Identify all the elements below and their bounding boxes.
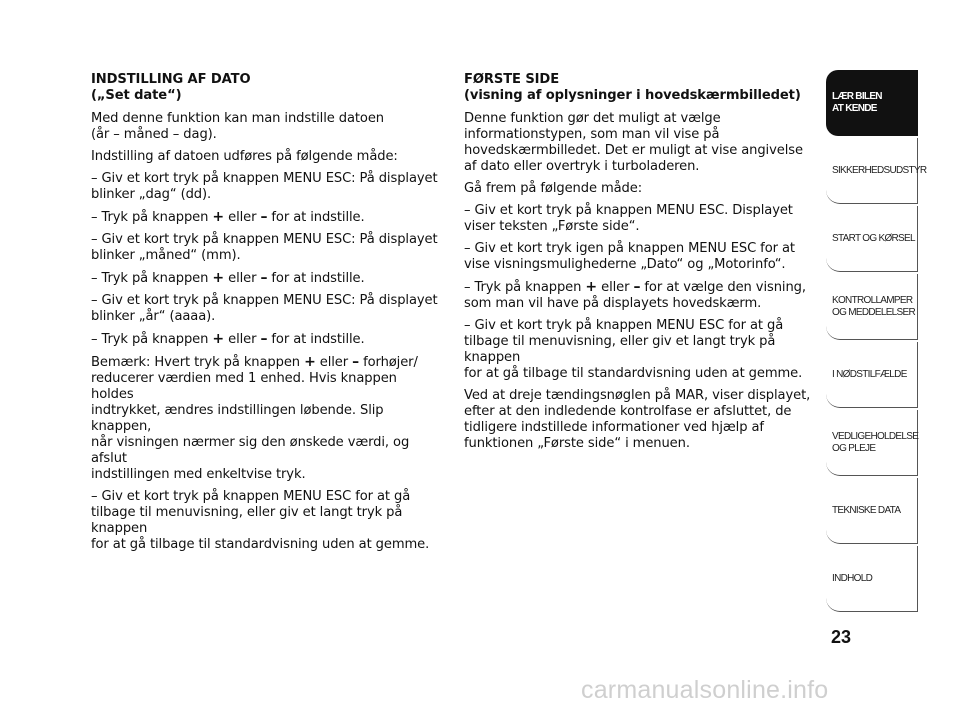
paragraph: – Tryk på knappen + eller – for at vælge den visning, som man vil have på displayets hovedskærm. xyxy=(464,279,806,311)
paragraph: – Giv et kort tryk på knappen MENU ESC: På displayet blinker „måned“ (mm). xyxy=(91,232,438,263)
tab-tekniske-data[interactable]: TEKNISKE DATA xyxy=(826,478,918,544)
left-column xyxy=(91,72,443,559)
paragraph: – Giv et kort tryk på knappen MENU ESC: På displayet blinker „år“ (aaaa). xyxy=(91,293,438,324)
paragraph: – Giv et kort tryk på knappen MENU ESC for at gå tilbage til menuvisning, eller giv et langt tryk på knappen for at gå tilbage til standardvisning uden at gemme. xyxy=(91,489,430,552)
plus-symbol: + xyxy=(212,270,225,286)
watermark: carmanualsonline.info xyxy=(581,676,829,704)
plus-symbol: + xyxy=(212,331,225,347)
tab-laer-bilen-at-kende[interactable]: LÆR BILEN AT KENDE xyxy=(826,70,918,136)
paragraph: – Giv et kort tryk igen på knappen MENU ESC for at vise visningsmulighederne „Dato“ og „Motorinfo“. xyxy=(464,241,795,272)
paragraph: Gå frem på følgende måde: xyxy=(464,181,643,196)
tab-indhold[interactable]: INDHOLD xyxy=(826,546,918,612)
note-paragraph: Bemærk: Hvert tryk på knappen + eller – forhøjer/ reducerer værdien med 1 enhed. Hvis knappen holdes indtrykket, ændres indstillingen løbende. Slip knappen, når visningen nærmer sig den ønskede værdi, og afslut indstillingen med enkeltvise tryk. xyxy=(91,354,418,482)
minus-symbol: – xyxy=(260,270,268,286)
paragraph: Denne funktion gør det muligt at vælge informationstypen, som man vil vise på hovedskærmbilledet. Det er muligt at vise angivelse af dato eller overtryk i turboladeren. xyxy=(464,111,803,174)
minus-symbol: – xyxy=(352,354,360,370)
tab-start-og-koersel[interactable]: START OG KØRSEL xyxy=(826,206,918,272)
paragraph: – Tryk på knappen + eller – for at indstille. xyxy=(91,270,365,286)
paragraph: Indstilling af datoen udføres på følgende måde: xyxy=(91,149,398,164)
minus-symbol: – xyxy=(260,209,268,225)
paragraph: – Tryk på knappen + eller – for at indstille. xyxy=(91,209,365,225)
chapter-tabs xyxy=(826,70,927,614)
paragraph: Med denne funktion kan man indstille datoen (år – måned – dag). xyxy=(91,111,384,142)
tab-vedligeholdelse[interactable]: VEDLIGEHOLDELSE OG PLEJE xyxy=(826,410,918,476)
date-setting-heading: INDSTILLING AF DATO („Set date“) xyxy=(91,72,251,103)
plus-symbol: + xyxy=(585,279,598,295)
plus-symbol: + xyxy=(212,209,225,225)
plus-symbol: + xyxy=(304,354,316,370)
paragraph: – Giv et kort tryk på knappen MENU ESC: På displayet blinker „dag“ (dd). xyxy=(91,171,438,202)
minus-symbol: – xyxy=(633,279,641,295)
paragraph: Ved at dreje tændingsnøglen på MAR, viser displayet, efter at den indledende kontrolfase er afsluttet, de tidligere indstillede informationer ved hjælp af funktionen „Første side“ i menuen. xyxy=(464,388,811,451)
page-number: 23 xyxy=(831,627,852,647)
tab-kontrollamper[interactable]: KONTROLLAMPER OG MEDDELELSER xyxy=(826,274,918,340)
first-page-heading: FØRSTE SIDE (visning af oplysninger i hovedskærmbilledet) xyxy=(464,72,801,103)
right-column xyxy=(464,72,814,458)
tab-i-noedstilfaelde[interactable]: I NØDSTILFÆLDE xyxy=(826,342,918,408)
paragraph: – Giv et kort tryk på knappen MENU ESC. Displayet viser teksten „Første side“. xyxy=(464,203,793,234)
paragraph: – Tryk på knappen + eller – for at indstille. xyxy=(91,331,365,347)
tab-sikkerhedsudstyr[interactable]: SIKKERHEDSUDSTYR xyxy=(826,138,918,204)
minus-symbol: – xyxy=(260,331,268,347)
paragraph: – Giv et kort tryk på knappen MENU ESC for at gå tilbage til menuvisning, eller giv et langt tryk på knappen for at gå tilbage til standardvisning uden at gemme. xyxy=(464,318,803,381)
